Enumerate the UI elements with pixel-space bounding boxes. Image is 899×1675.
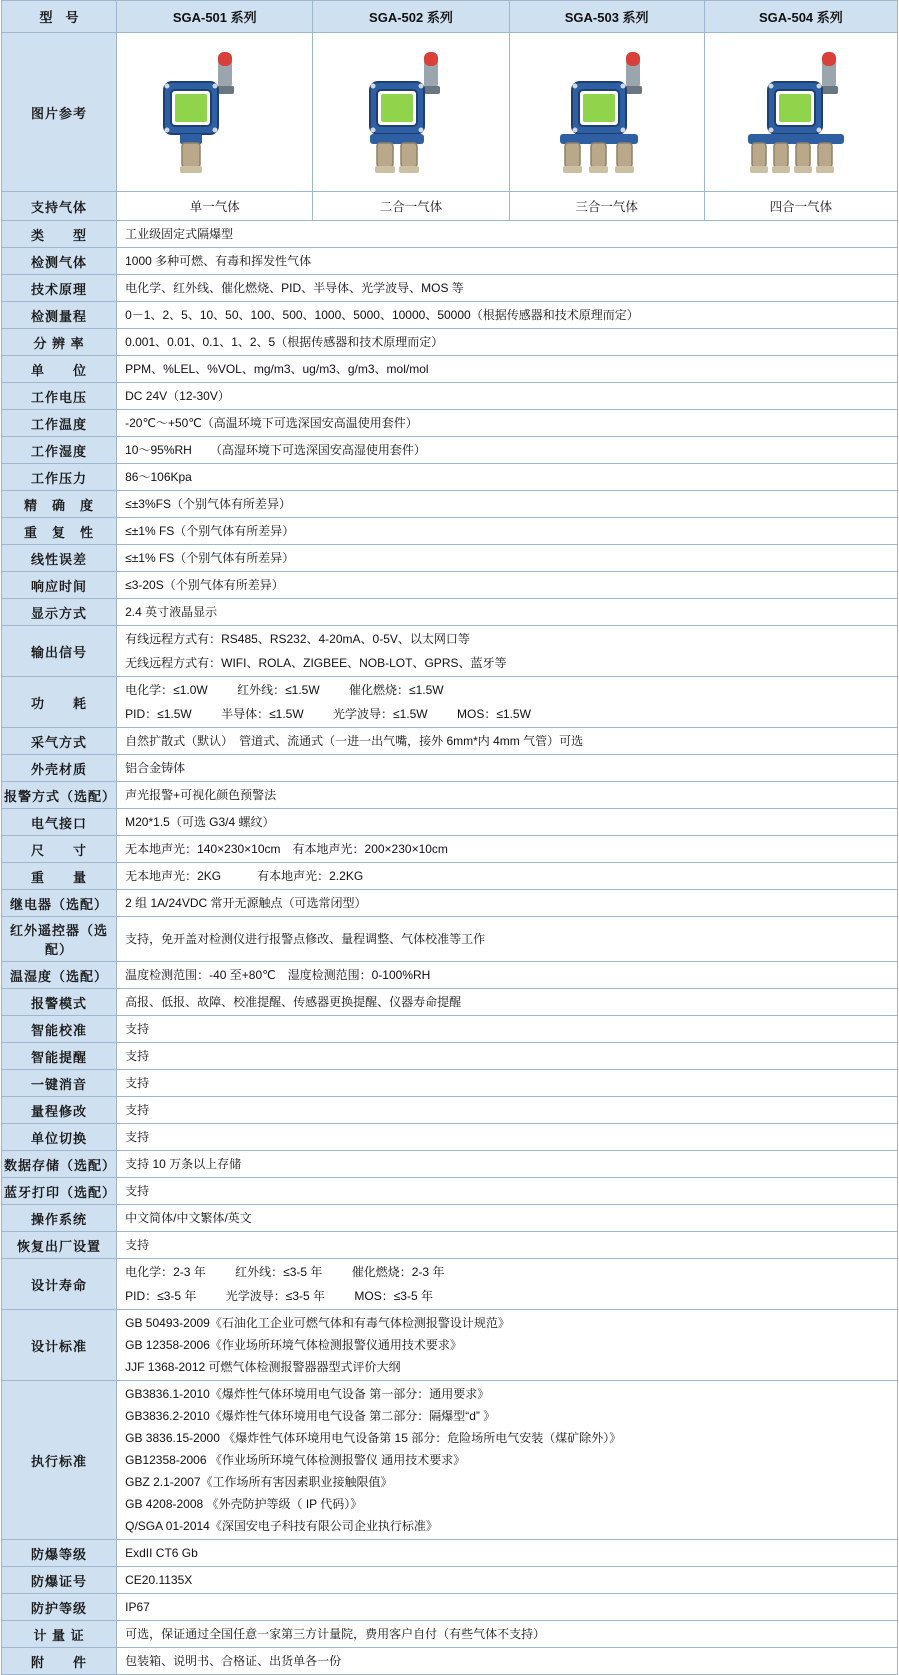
specification-table [1,0,898,1675]
row-label: 响应时间 [2,572,117,599]
exec-standard-line: GB3836.1-2010《爆炸性气体环境用电气设备 第一部分：通用要求》 [125,1387,490,1401]
row-label-output-signal: 输出信号 [2,626,117,677]
row-value: 温度检测范围：-40 至+80℃ 湿度检测范围：0-100%RH [117,962,898,989]
row-label: 外壳材质 [2,755,117,782]
table-row [2,437,898,464]
output-wired: 有线远程方式有：RS485、RS232、4-20mA、0-5V、以太网口等 [125,632,470,646]
exec-standard-line: Q/SGA 01-2014《深国安电子科技有限公司企业执行标准》 [125,1519,438,1533]
lifetime-infrared: 红外线：≤3-5 年 [235,1265,323,1279]
row-label: 数据存储（选配） [2,1151,117,1178]
row-label-design-lifetime: 设计寿命 [2,1259,117,1310]
header-model-3: SGA-503 系列 [509,1,704,33]
row-value: 中文简体/中文繁体/英文 [117,1205,898,1232]
row-label: 精 确 度 [2,491,117,518]
output-signal-row [2,626,898,677]
row-value: 无本地声光：2KG 有本地声光：2.2KG [117,863,898,890]
row-label: 蓝牙打印（选配） [2,1178,117,1205]
row-value: ≤3-20S（个别气体有所差异） [117,572,898,599]
row-label: 继电器（选配） [2,890,117,917]
table-row [2,1178,898,1205]
table-row [2,1232,898,1259]
table-row [2,962,898,989]
row-label: 计 量 证 [2,1621,117,1648]
row-label: 工作电压 [2,383,117,410]
power-semiconductor: 半导体：≤1.5W [221,707,304,721]
row-label: 类 型 [2,221,117,248]
table-row [2,464,898,491]
power-consumption-row [2,677,898,728]
exec-standard-line: GB 3836.15-2000 《爆炸性气体环境用电气设备第 15 部分：危险场所电气安装（煤矿除外）》 [125,1431,622,1445]
row-value: 可选，保证通过全国任意一家第三方计量院，费用客户自付（有些气体不支持） [117,1621,898,1648]
row-value: 电化学、红外线、催化燃烧、PID、半导体、光学波导、MOS 等 [117,275,898,302]
row-label: 防护等级 [2,1594,117,1621]
table-row [2,572,898,599]
power-line-2 [125,705,889,723]
row-value: 高报、低报、故障、校准提醒、传感器更换提醒、仪器寿命提醒 [117,989,898,1016]
row-value: ≤±1% FS（个别气体有所差异） [117,545,898,572]
row-label: 报警模式 [2,989,117,1016]
lifetime-catalytic: 催化燃烧：2-3 年 [351,1265,445,1279]
row-value: -20℃～+50℃（高温环境下可选深国安高温使用套件） [117,410,898,437]
row-value: 包装箱、说明书、合格证、出货单各一份 [117,1648,898,1675]
row-label: 量程修改 [2,1097,117,1124]
row-value: 1000 多种可燃、有毒和挥发性气体 [117,248,898,275]
table-row [2,356,898,383]
gas-detector-2-port-icon [313,33,509,192]
table-row [2,782,898,809]
row-value: CE20.1135X [117,1567,898,1594]
table-row [2,410,898,437]
row-value: DC 24V（12-30V） [117,383,898,410]
power-line-1 [125,681,889,699]
power-infrared: 红外线：≤1.5W [237,683,320,697]
row-label: 电气接口 [2,809,117,836]
row-label: 检测气体 [2,248,117,275]
lifetime-optical: 光学波导：≤3-5 年 [225,1289,326,1303]
row-value: 铝合金铸体 [117,755,898,782]
row-label: 分 辨 率 [2,329,117,356]
row-value: ≤±1% FS（个别气体有所差异） [117,518,898,545]
design-standard-value [117,1310,898,1381]
row-label: 工作压力 [2,464,117,491]
row-label: 防爆等级 [2,1540,117,1567]
gas-detector-4-port-icon [704,33,897,192]
row-label: 工作温度 [2,410,117,437]
table-row [2,1043,898,1070]
lifetime-line-1 [125,1263,889,1281]
table-row [2,728,898,755]
power-pid: PID：≤1.5W [125,707,192,721]
row-value: ExdII CT6 Gb [117,1540,898,1567]
table-row [2,890,898,917]
row-value: 支持 [117,1097,898,1124]
row-value: M20*1.5（可选 G3/4 螺纹） [117,809,898,836]
design-lifetime-row [2,1259,898,1310]
row-label: 操作系统 [2,1205,117,1232]
table-row [2,1594,898,1621]
header-label-model: 型 号 [2,1,117,33]
table-row [2,329,898,356]
exec-standard-line: GB3836.2-2010《爆炸性气体环境用电气设备 第二部分：隔爆型“d” 》 [125,1409,496,1423]
image-reference-row [2,33,898,192]
row-value: 0.001、0.01、0.1、1、2、5（根据传感器和技术原理而定） [117,329,898,356]
table-header-row [2,1,898,33]
row-label: 温湿度（选配） [2,962,117,989]
row-label: 报警方式（选配） [2,782,117,809]
table-row [2,491,898,518]
row-value: 支持 10 万条以上存储 [117,1151,898,1178]
row-value: 无本地声光：140×230×10cm 有本地声光：200×230×10cm [117,836,898,863]
table-row [2,1567,898,1594]
exec-standard-line: GBZ 2.1-2007《工作场所有害因素职业接触限值》 [125,1475,393,1489]
row-value: ≤±3%FS（个别气体有所差异） [117,491,898,518]
exec-standard-line: GB12358-2006 《作业场所环境气体检测报警仪 通用技术要求》 [125,1453,466,1467]
output-wireless: 无线远程方式有：WIFI、ROLA、ZIGBEE、NOB-LOT、GPRS、蓝牙等 [125,656,507,670]
row-value: 0－1、2、5、10、50、100、500、1000、5000、10000、50000（根据传感器和技术原理而定） [117,302,898,329]
lifetime-pid: PID：≤3-5 年 [125,1289,197,1303]
output-signal-value [117,626,898,677]
table-row [2,1151,898,1178]
design-standard-line: GB 50493-2009《石油化工企业可燃气体和有毒气体检测报警设计规范》 [125,1316,510,1330]
row-value: 2.4 英寸液晶显示 [117,599,898,626]
row-label: 附 件 [2,1648,117,1675]
table-row [2,599,898,626]
row-value: IP67 [117,1594,898,1621]
table-row [2,221,898,248]
header-model-2: SGA-502 系列 [313,1,509,33]
table-row [2,248,898,275]
lifetime-mos: MOS：≤3-5 年 [354,1289,433,1303]
row-label: 重 复 性 [2,518,117,545]
design-standard-line: GB 12358-2006《作业场所环境气体检测报警仪通用技术要求》 [125,1338,462,1352]
exec-standard-row [2,1381,898,1540]
row-label-exec-standard: 执行标准 [2,1381,117,1540]
row-label-gas-support: 支持气体 [2,192,117,221]
table-row [2,1540,898,1567]
row-value: 2 组 1A/24VDC 常开无源触点（可选常闭型） [117,890,898,917]
row-label: 单位切换 [2,1124,117,1151]
gas-support-1: 单一气体 [117,192,313,221]
header-model-1: SGA-501 系列 [117,1,313,33]
gas-support-3: 三合一气体 [509,192,704,221]
row-value: 工业级固定式隔爆型 [117,221,898,248]
power-catalytic: 催化燃烧：≤1.5W [349,683,444,697]
row-label: 线性误差 [2,545,117,572]
table-row [2,545,898,572]
gas-support-row [2,192,898,221]
power-optical: 光学波导：≤1.5W [333,707,428,721]
table-row [2,302,898,329]
design-standard-row [2,1310,898,1381]
row-value: 10～95%RH （高湿环境下可选深国安高湿使用套件） [117,437,898,464]
row-value: 支持，免开盖对检测仪进行报警点修改、量程调整、气体校准等工作 [117,917,898,962]
table-row [2,917,898,962]
gas-detector-1-port-icon [117,33,313,192]
row-label: 智能提醒 [2,1043,117,1070]
row-label: 单 位 [2,356,117,383]
row-value: 支持 [117,1043,898,1070]
table-row [2,755,898,782]
row-label-image-reference: 图片参考 [2,33,117,192]
row-label: 技术原理 [2,275,117,302]
row-label: 红外遥控器（选配） [2,917,117,962]
table-row [2,1097,898,1124]
power-electrochemical: 电化学：≤1.0W [125,683,208,697]
table-row [2,863,898,890]
row-value: 声光报警+可视化颜色预警法 [117,782,898,809]
table-row [2,836,898,863]
lifetime-electrochemical: 电化学：2-3 年 [125,1265,206,1279]
table-row [2,275,898,302]
row-value: 支持 [117,1016,898,1043]
power-mos: MOS：≤1.5W [456,707,531,721]
table-row [2,989,898,1016]
table-row [2,1070,898,1097]
row-label: 一键消音 [2,1070,117,1097]
table-row [2,383,898,410]
table-row [2,1124,898,1151]
row-value: 支持 [117,1178,898,1205]
design-standard-line: JJF 1368-2012 可燃气体检测报警器器型式评价大纲 [125,1360,401,1374]
row-label-power: 功 耗 [2,677,117,728]
row-value: 支持 [117,1232,898,1259]
row-label: 防爆证号 [2,1567,117,1594]
row-value: 自然扩散式（默认） 管道式、流通式（一进一出气嘴，接外 6mm*内 4mm 气管）可选 [117,728,898,755]
row-label: 重 量 [2,863,117,890]
row-value: 支持 [117,1124,898,1151]
design-lifetime-value [117,1259,898,1310]
row-label: 恢复出厂设置 [2,1232,117,1259]
row-label: 智能校准 [2,1016,117,1043]
table-row [2,1205,898,1232]
table-row [2,809,898,836]
gas-support-4: 四合一气体 [704,192,897,221]
row-value: 支持 [117,1070,898,1097]
row-label-design-standard: 设计标准 [2,1310,117,1381]
header-model-4: SGA-504 系列 [704,1,897,33]
gas-support-2: 二合一气体 [313,192,509,221]
row-label: 采气方式 [2,728,117,755]
table-row [2,1648,898,1675]
exec-standard-line: GB 4208-2008 《外壳防护等级（ IP 代码）》 [125,1497,363,1511]
gas-detector-3-port-icon [509,33,704,192]
row-value: PPM、%LEL、%VOL、mg/m3、ug/m3、g/m3、mol/mol [117,356,898,383]
row-label: 显示方式 [2,599,117,626]
row-label: 检测量程 [2,302,117,329]
lifetime-line-2 [125,1287,889,1305]
row-label: 尺 寸 [2,836,117,863]
power-value [117,677,898,728]
row-value: 86～106Kpa [117,464,898,491]
row-label: 工作湿度 [2,437,117,464]
table-row [2,1016,898,1043]
table-row [2,1621,898,1648]
table-row [2,518,898,545]
exec-standard-value [117,1381,898,1540]
